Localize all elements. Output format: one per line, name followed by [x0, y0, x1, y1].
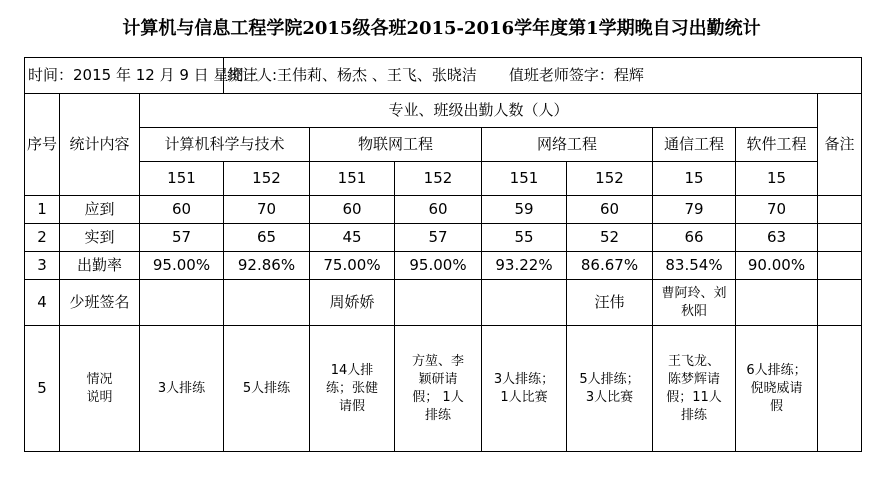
major-header: 物联网工程 [310, 128, 482, 162]
cell: 57 [140, 224, 224, 252]
cell: 60 [567, 196, 653, 224]
row-label: 情况说明 [60, 326, 140, 452]
remark-cell [818, 224, 862, 252]
class-header: 151 [310, 162, 395, 196]
cell: 70 [736, 196, 818, 224]
class-header: 15 [736, 162, 818, 196]
cell: 60 [310, 196, 395, 224]
cell: 曹阿玲、刘秋阳 [653, 280, 736, 326]
cell: 95.00% [140, 252, 224, 280]
counter-teacher-cell [224, 58, 862, 94]
cell: 52 [567, 224, 653, 252]
cell: 66 [653, 224, 736, 252]
cell: 周娇娇 [310, 280, 395, 326]
row-number: 1 [25, 196, 60, 224]
table-row [25, 280, 862, 326]
cell: 汪伟 [567, 280, 653, 326]
group-header: 专业、班级出勤人数（人） [140, 94, 818, 128]
cell: 90.00% [736, 252, 818, 280]
major-header: 网络工程 [482, 128, 653, 162]
content-header: 统计内容 [60, 94, 140, 196]
cell: 王飞龙、陈梦辉请假；11人排练 [653, 326, 736, 452]
cell: 3人排练 [140, 326, 224, 452]
cell: 79 [653, 196, 736, 224]
cell: 5人排练 [224, 326, 310, 452]
class-header: 152 [395, 162, 482, 196]
row-label: 出勤率 [60, 252, 140, 280]
cell: 方堃、李颖研请假； 1人排练 [395, 326, 482, 452]
document-title: 计算机与信息工程学院2015级各班2015-2016学年度第1学期晚自习出勤统计 [122, 18, 761, 39]
cell: 95.00% [395, 252, 482, 280]
counters-text: 统计人:王伟莉、杨杰 、王飞、张晓洁 [227, 66, 477, 84]
cell: 6人排练； 倪晓威请假 [736, 326, 818, 452]
cell: 55 [482, 224, 567, 252]
remark-cell [818, 196, 862, 224]
attendance-table [24, 57, 862, 452]
cell: 63 [736, 224, 818, 252]
table-row [25, 224, 862, 252]
cell [482, 280, 567, 326]
class-header: 152 [567, 162, 653, 196]
cell: 83.54% [653, 252, 736, 280]
cell: 5人排练； 3人比赛 [567, 326, 653, 452]
cell [736, 280, 818, 326]
remark-cell [818, 280, 862, 326]
row-label: 实到 [60, 224, 140, 252]
cell: 86.67% [567, 252, 653, 280]
cell [224, 280, 310, 326]
date-cell: 时间：2015 年 12 月 9 日 星期三 [25, 58, 224, 94]
cell: 93.22% [482, 252, 567, 280]
remark-cell [818, 326, 862, 452]
class-header: 151 [482, 162, 567, 196]
cell: 14人排练；张健请假 [310, 326, 395, 452]
remark-header: 备注 [818, 94, 862, 196]
row-label: 少班签名 [60, 280, 140, 326]
major-header: 通信工程 [653, 128, 736, 162]
cell: 60 [140, 196, 224, 224]
table-row [25, 326, 862, 452]
major-header: 计算机科学与技术 [140, 128, 310, 162]
cell: 59 [482, 196, 567, 224]
row-number: 5 [25, 326, 60, 452]
class-header: 15 [653, 162, 736, 196]
row-label: 应到 [60, 196, 140, 224]
class-header: 151 [140, 162, 224, 196]
remark-cell [818, 252, 862, 280]
cell: 57 [395, 224, 482, 252]
cell: 3人排练；1人比赛 [482, 326, 567, 452]
cell: 92.86% [224, 252, 310, 280]
cell: 60 [395, 196, 482, 224]
cell: 65 [224, 224, 310, 252]
row-number: 3 [25, 252, 60, 280]
major-header: 软件工程 [736, 128, 818, 162]
cell: 75.00% [310, 252, 395, 280]
class-header: 152 [224, 162, 310, 196]
teacher-signature-text: 值班老师签字：程辉 [508, 66, 644, 84]
row-number: 2 [25, 224, 60, 252]
cell [395, 280, 482, 326]
row-number: 4 [25, 280, 60, 326]
cell: 45 [310, 224, 395, 252]
seq-header: 序号 [25, 94, 60, 196]
table-row [25, 196, 862, 224]
cell [140, 280, 224, 326]
cell: 70 [224, 196, 310, 224]
table-row [25, 252, 862, 280]
